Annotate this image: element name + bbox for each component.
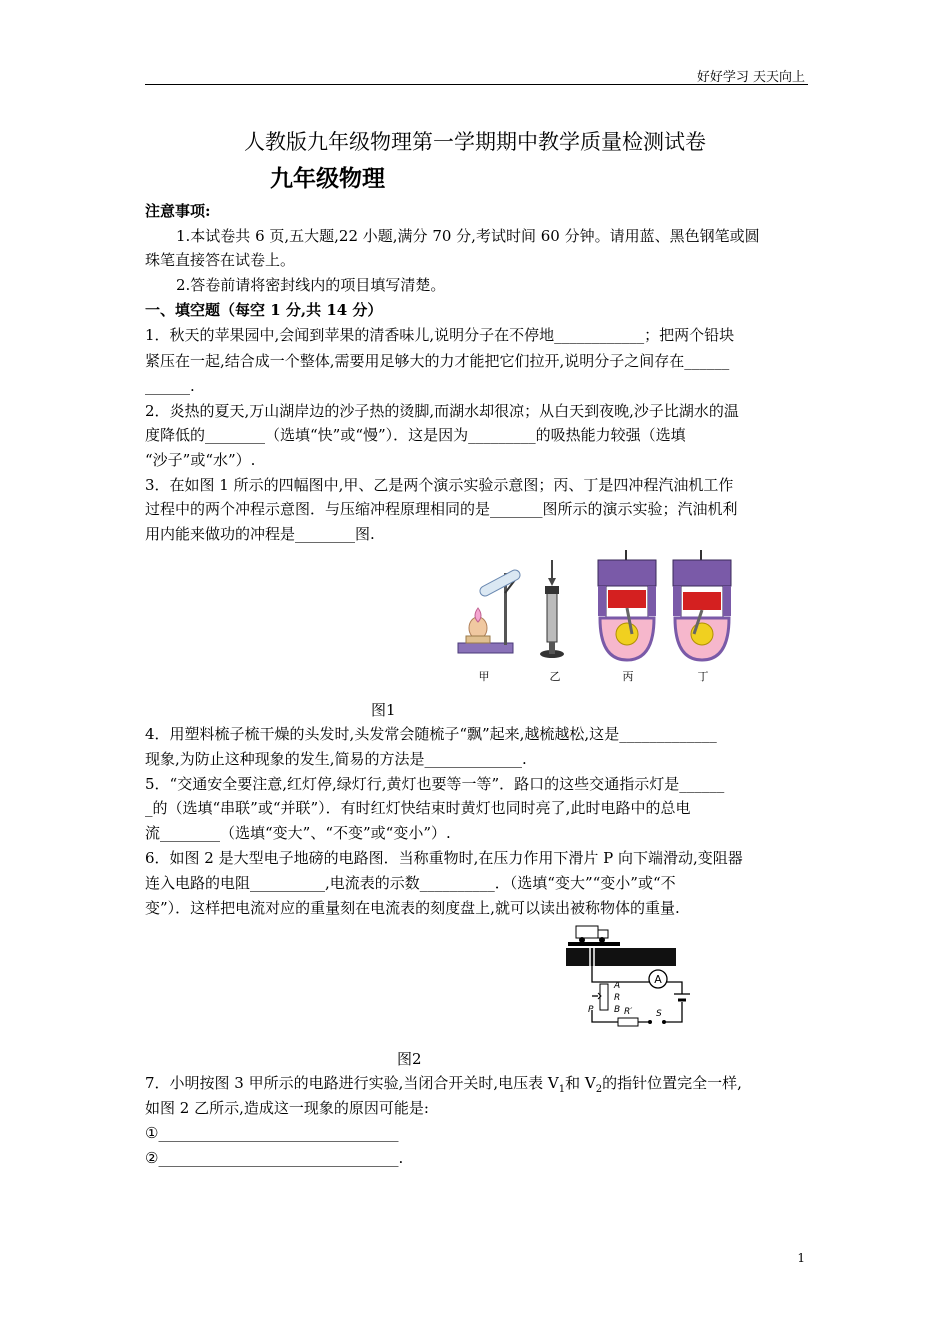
figure2-label-r: R — [614, 993, 621, 1003]
figure2-label-p: P — [588, 1005, 594, 1015]
notice-item1-line1: 1.本试卷共 6 页,五大题,22 小题,满分 70 分,考试时间 60 分钟。请用蓝、黑色钢笔或圆 — [176, 227, 760, 245]
q3-line3: 用内能来做功的冲程是________图. — [145, 525, 375, 543]
q6-line1: 6．如图 2 是大型电子地磅的电路图．当称重物时,在压力作用下滑片 P 向下端滑动,变阻器 — [145, 849, 743, 867]
figure2-label-a: A — [614, 981, 621, 991]
notice-heading: 注意事项: — [145, 202, 211, 220]
figure2-rheostat — [600, 984, 608, 1010]
q2-line3: “沙子”或“水”）. — [145, 451, 256, 469]
page-number: 1 — [797, 1251, 805, 1265]
notice-item1-line2: 珠笔直接答在试卷上。 — [145, 251, 296, 269]
section-heading: 一、填空题（每空 1 分,共 14 分） — [145, 301, 383, 319]
q7-line2: 如图 2 乙所示,造成这一现象的原因可能是: — [145, 1099, 429, 1117]
q4-line2: 现象,为防止这种现象的发生,简易的方法是_____________. — [145, 750, 527, 768]
figure2-ammeter-label: A — [654, 973, 662, 986]
figure1-caption: 图1 — [371, 701, 396, 719]
q7-line1-part2: 和 V — [565, 1074, 596, 1092]
q1-line2: 紧压在一起,结合成一个整体,需要用足够大的力才能把它们拉开,说明分子之间存在______ — [145, 352, 730, 370]
header-motto: 好好学习 天天向上 — [696, 70, 805, 85]
q4-line1: 4．用塑料梳子梳干燥的头发时,头发常会随梳子“飘”起来,越梳越松,这是_____________ — [145, 725, 717, 743]
figure1-experiment-yi — [540, 560, 564, 658]
q7-line1-part1: 7．小明按图 3 甲所示的电路进行实验,当闭合开关时,电压表 V — [145, 1074, 559, 1092]
q7-line1-part3: 的指针位置完全一样, — [602, 1074, 742, 1092]
q6-line2: 连入电路的电阻__________,电流表的示数__________．（选填“变大”“变小”或“不 — [145, 874, 676, 892]
exam-title: 人教版九年级物理第一学期期中教学质量检测试卷 — [244, 130, 706, 154]
q3-line2: 过程中的两个冲程示意图．与压缩冲程原理相同的是_______图所示的演示实验；汽油机利 — [145, 500, 738, 518]
q7-answer2: ②________________________________. — [145, 1149, 404, 1167]
exam-subtitle: 九年级物理 — [270, 165, 385, 192]
figure1-label-yi: 乙 — [549, 670, 561, 683]
q3-line1: 3．在如图 1 所示的四幅图中,甲、乙是两个演示实验示意图；丙、丁是四冲程汽油机工作 — [145, 476, 734, 494]
figure1-engine-bing — [598, 550, 656, 660]
figure2-label-rprime: R′ — [624, 1007, 633, 1017]
figure2-label-b: B — [614, 1005, 621, 1015]
figure2-truck — [568, 926, 620, 946]
figure1-label-jia: 甲 — [478, 670, 490, 683]
q7-answer1: ①________________________________ — [145, 1124, 399, 1142]
figure2-switch — [648, 1020, 652, 1024]
q7-sub2: 2 — [595, 1084, 603, 1095]
figure2-label-s: S — [656, 1009, 662, 1019]
figure2-resistor — [618, 1018, 638, 1026]
notice-item2: 2.答卷前请将密封线内的项目填写清楚。 — [176, 276, 446, 294]
figure1 — [448, 548, 758, 686]
figure2 — [560, 922, 700, 1028]
figure2-caption: 图2 — [397, 1050, 422, 1068]
figure1-label-ding: 丁 — [697, 670, 709, 683]
q2-line2: 度降低的________（选填“快”或“慢”）．这是因为_________的吸热能力较强（选填 — [145, 426, 686, 444]
figure2-platform — [566, 948, 676, 966]
header-rule — [145, 84, 808, 85]
q5-line3: 流________（选填“变大”、“不变”或“变小”）. — [145, 824, 451, 842]
figure1-engine-ding — [673, 550, 731, 660]
figure1-label-bing: 丙 — [622, 670, 634, 683]
q6-line3: 变”）．这样把电流对应的重量刻在电流表的刻度盘上,就可以读出被称物体的重量. — [145, 899, 680, 917]
q2-line1: 2．炎热的夏天,万山湖岸边的沙子热的烫脚,而湖水却很凉；从白天到夜晚,沙子比湖水的温 — [145, 402, 739, 420]
q7-sub1: 1 — [558, 1084, 566, 1095]
q1-line3: ______. — [145, 377, 195, 395]
figure1-experiment-jia — [458, 568, 522, 653]
q1-line1: 1．秋天的苹果园中,会闻到苹果的清香味儿,说明分子在不停地____________；把两个铅块 — [145, 326, 735, 344]
q5-line1: 5．“交通安全要注意,红灯停,绿灯行,黄灯也要等一等”．路口的这些交通指示灯是______ — [145, 775, 725, 793]
q5-line2: _的（选填“串联”或“并联”）．有时红灯快结束时黄灯也同时亮了,此时电路中的总电 — [145, 799, 691, 817]
